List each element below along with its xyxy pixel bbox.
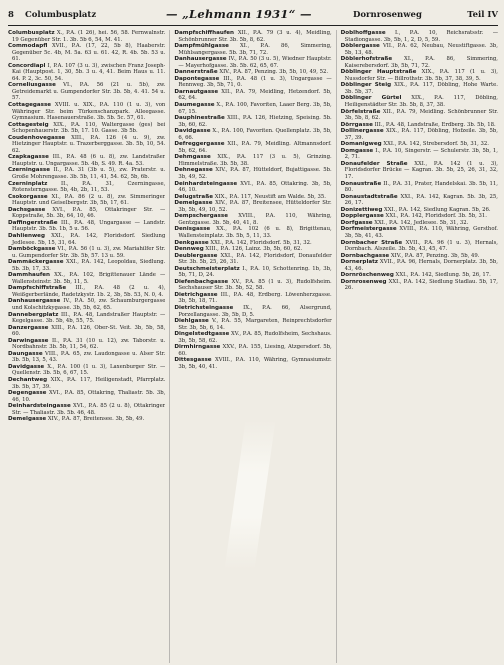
street-name: Dampfmühlgasse bbox=[174, 43, 229, 50]
street-details: VI., P.A. 56 (21 u. 5b), zw. Getreidemarkt u. Gumpendorfer Str. 3b. 5b, 4. 41. 54 u. 57. bbox=[12, 82, 166, 102]
street-name: Donaustraße bbox=[340, 180, 382, 187]
street-name: Czapkagasse bbox=[8, 154, 49, 161]
street-name: Dirmhirngasse bbox=[174, 344, 221, 351]
column-divider bbox=[336, 30, 337, 663]
street-name: Dauphinestraße bbox=[174, 115, 225, 122]
street-name: Dornbachgasse bbox=[340, 252, 390, 259]
street-name: Daungasse bbox=[8, 350, 43, 357]
street-name: Döblinger Steig bbox=[340, 82, 392, 89]
street-name: Concordiapl bbox=[8, 62, 46, 69]
street-entry bbox=[174, 141, 332, 154]
street-name: Deinhardsteingasse bbox=[8, 403, 71, 410]
street-name: Donizettiweg bbox=[340, 206, 383, 213]
street-name: Dempschergasse bbox=[174, 213, 229, 220]
street-entry bbox=[174, 154, 332, 167]
street-entry bbox=[8, 154, 166, 167]
street-entry bbox=[174, 128, 332, 141]
street-entry bbox=[340, 180, 498, 194]
street-name: Dampfschiffstraße bbox=[8, 285, 67, 292]
street-name: Danhausergasse bbox=[8, 298, 61, 305]
street-name: Commodapfl bbox=[8, 43, 48, 50]
street-details: X., P.A. 100, Favoriten. Quellenplatz. 3b, 5b, 6, 66. bbox=[178, 128, 332, 141]
street-entry bbox=[8, 403, 166, 416]
street-details: XIII., P.A. 126, Ober-St. Veit. 3b, 5b, 58, 60. bbox=[12, 324, 166, 338]
street-details: IX., P.A. 66, Alsergrund, Porzellangasse. 3b, 5b, D, 5. bbox=[178, 304, 332, 318]
street-details: XV., P.A. 85, Rudolfsheim, Sechshaus. 3b, 5b, 58, 62. bbox=[178, 331, 332, 344]
street-name: Cottagesteig bbox=[8, 121, 49, 128]
street-details: XXI., P.A. 142, Floridsdorf. Siedlung Jedlesee. 5b, 15, 31, 64. bbox=[12, 232, 166, 246]
street-name: Dörrgasse bbox=[340, 121, 373, 128]
street-name: Dachsgasse bbox=[8, 206, 46, 213]
street-details: III., P.A. 48 (2 u. 4), Weißgerberlände, Radetzkystr. 1b. 2, 3b, 5b. 53, N. 0, 4. bbox=[12, 285, 166, 298]
street-details: XVIII., P.A. 110, Währing, Gersthof. 3b, 5b, 41, 43. bbox=[344, 226, 498, 239]
street-details: XXI., P.A. 142, Siedlung. 5b, 26, 17. bbox=[395, 272, 491, 279]
street-entry bbox=[8, 232, 166, 246]
street-name: Deinhardsteingasse bbox=[174, 180, 238, 187]
street-name: Dampfschiffhaufen bbox=[174, 30, 235, 36]
street-details: XIX., P.A. 117, Heiligenstadt, Pfarrplatz. 3b. 5b, 37, 39. bbox=[12, 376, 166, 390]
street-name: Cottagegasse bbox=[8, 102, 52, 109]
street-name: Domgasse bbox=[340, 147, 374, 154]
street-details: XXI., P.A. 142, Strebersdorf. 5b, 31, 32. bbox=[383, 141, 489, 148]
street-name: Doblhoffgasse bbox=[340, 30, 386, 36]
street-details: XIV., P.A. 87, Breitensee, Hütteldorfer Str. 3b, 5b, 49, 10, 52. bbox=[178, 200, 332, 213]
street-details: III., P.A. 48, Erdberg. Löwenherzgasse. 3b, 5b, 18, 71. bbox=[178, 291, 332, 305]
street-name: Coudenhovegasse bbox=[8, 134, 66, 141]
street-entry bbox=[8, 376, 166, 390]
street-details: XXI., P.A. 142, Floridsdorf, Donaufelder Str. 3b. 5b, 25, 26, 31. bbox=[178, 252, 332, 266]
street-details: XXI., P.A. 142, Floridsdorf. 3b. 5b, 31. bbox=[385, 213, 487, 220]
street-details: XIII., P.A. 126, Hietzing, Speising. 5b. 3b, 60, 62. bbox=[178, 115, 332, 128]
street-details: III., P.A. 48, Landstraße, Erdberg. 3b. 5b, 18. bbox=[374, 121, 496, 128]
street-entry bbox=[174, 56, 332, 69]
street-details: XIV., P.A. 87, Penzing. 3b, 5b, 49. bbox=[390, 252, 480, 259]
street-entry bbox=[340, 30, 498, 43]
street-name: Delugstraße bbox=[174, 193, 214, 200]
street-entry bbox=[174, 167, 332, 181]
street-name: Daffingerstraße bbox=[8, 219, 58, 226]
street-entry bbox=[8, 363, 166, 377]
street-entry bbox=[340, 95, 498, 109]
street-details: X., P.A. (1 26), hei. 56, 58. Fernwalnstr. 19 Gegenüber Str. 1. 3b. 5b 6, 54, M. 41. bbox=[12, 30, 166, 43]
street-details: XII., P.A. 79 (3 u. 4), Meidling, Schönbrunner Str. 3b. 5b, 8, 62. bbox=[178, 30, 332, 43]
street-entry bbox=[8, 43, 166, 63]
street-name: Döblinger Hauptstraße bbox=[340, 69, 417, 76]
street-entry bbox=[340, 69, 498, 82]
street-name: Damböckgasse bbox=[8, 246, 56, 253]
street-entry bbox=[8, 259, 166, 272]
street-details: I., P.A. 10, Reichsratsstr. — Stadiongasse. 3b, 5b, 1, 2, D, 5, 59. bbox=[344, 30, 498, 43]
street-details: V., P.A. 55, Margareten, Reinprechtsdorfer Str. 3b, 5b, 6, 14. bbox=[178, 318, 332, 331]
street-entry bbox=[340, 259, 498, 272]
street-entry bbox=[8, 167, 166, 181]
street-details: II., P.A. 31 (3b u. 5), zw. Praterstr. u. Große Mohrengasse. 3b. 5b, 11, 41, 54. 62, 5b, 6b. bbox=[12, 167, 166, 181]
street-entry bbox=[174, 318, 332, 331]
street-entry bbox=[174, 30, 332, 43]
street-name: Corneliusgasse bbox=[8, 82, 56, 89]
street-entry bbox=[8, 193, 166, 207]
street-details: X., P.A. 100 (1 u. 3), Laxenburger Str. — Quellenstr. 3b. 5b, 6, 67, 15. bbox=[12, 363, 166, 377]
street-name: Dingelstedtgasse bbox=[174, 331, 230, 338]
street-details: III., P.A. 48 (1 u. 3), Ungargasse — Rennweg. 3b, 5b, 71, 0. bbox=[178, 75, 332, 89]
street-entry bbox=[174, 265, 332, 279]
street-name: Dammäckergasse bbox=[8, 259, 64, 266]
street-name: Davidgasse bbox=[174, 128, 211, 135]
street-name: Denkgasse bbox=[174, 239, 209, 246]
street-details: XIX., P.A. 117, Döbling, Hohe Warte. 3b. 5b, 37. bbox=[344, 82, 498, 95]
street-entry bbox=[8, 102, 166, 122]
street-name: Dörfelstraße bbox=[340, 108, 381, 115]
street-entry bbox=[174, 43, 332, 56]
street-entry bbox=[8, 121, 166, 135]
street-entry bbox=[174, 75, 332, 89]
street-name: Donaustadtstraße bbox=[340, 193, 398, 200]
street-entry bbox=[8, 82, 166, 102]
street-name: Denisgasse bbox=[174, 226, 211, 233]
street-details: I., P.A. 10, Singerstr. — Schulerstr. 3b, 5b, 1, 2, 71. bbox=[344, 147, 498, 161]
street-details: XVI., P.A. 85, Ottakring, Thaliastr. 5b. 3b, 46, 10. bbox=[12, 390, 166, 403]
street-name: Dittesgasse bbox=[174, 357, 212, 364]
street-entry bbox=[8, 206, 166, 220]
street-details: XVII., P.A. (17, 22, 5b 8), Haaberstr. Gegenüber 5c. 4b, M. 5a. 63 u. 61. 42, R. 4b. 5b. 53 u. 61. bbox=[12, 43, 166, 63]
street-entry bbox=[8, 272, 166, 285]
street-entry bbox=[174, 304, 332, 318]
street-entry bbox=[8, 350, 166, 364]
street-details: IV., P.A. 50 (3 u. 5), Wiedner Hauptstr. — Mayerhofgasse. 3b. 5b. 62, 65, 67. bbox=[178, 56, 332, 69]
street-entry bbox=[174, 200, 332, 213]
street-details: XXI., P.A. 142, Kagran. 5b. 3b, 25, 26, 17. bbox=[344, 193, 498, 207]
street-details: XII., P.A. 79, Meidling. Schönbrunner Str. 3b, 5b, 8, 62. bbox=[344, 108, 498, 122]
street-entry bbox=[174, 88, 332, 102]
street-details: IV., P.A. 50, zw. Schaumburgergasse und Kolschitzkygasse. 3b, 5b, 62, 65. bbox=[12, 298, 166, 311]
street-name: Dapontegasse bbox=[174, 75, 220, 82]
street-name: Dehnegasse bbox=[174, 167, 213, 174]
street-details: XXV., P.A. 155, Liesing, Atzgersdorf. 5b, 60. bbox=[178, 344, 332, 357]
street-name: Dollinergasse bbox=[340, 128, 384, 135]
street-name: Donaufelder Straße bbox=[340, 160, 408, 167]
street-entry bbox=[8, 246, 166, 259]
street-details: III., P.A. 48, Landstraßer Hauptstr. — Kegelgasse. 3b. 5b, 4b, 55, 75. bbox=[12, 311, 166, 325]
street-entry bbox=[8, 285, 166, 298]
street-details: XX., P.A. 102 (6 u. 8), Brigittenau, Wallensteinplatz. 3b. 5b, 5, 11, 33. bbox=[178, 226, 332, 239]
street-details: XVI., P.A. 85, Ottakring. 3b, 5b, 46, 10. bbox=[178, 180, 332, 194]
street-details: XI., P.A. 86, Simmering, Kaiserebersdorf. 3b, 5b, 71, 72. bbox=[344, 56, 498, 69]
street-name: Dannerstraße bbox=[174, 69, 218, 76]
street-entry bbox=[174, 344, 332, 357]
street-details: XVIII., P.A. 110, Währing, Gymnasiumstr. 3b, 5b, 40, 41. bbox=[178, 357, 332, 370]
street-details: XVII., P.A. 96 (1 u. 3), Hernals, Dornbach. Alszeile. 3b. 5b, 43, 45, 47. bbox=[344, 239, 498, 253]
street-name: Döblergasse bbox=[340, 43, 380, 50]
street-details: XXI., P.A. 142 (1 u. 3), Floridsdorfer Brücke — Kagran. 3b. 5b, 25, 26, 31, 32, 17. bbox=[344, 160, 498, 181]
street-details: XVII., P.A. 96, Hernals, Dornerplatz. 3b, 5b, 43, 46. bbox=[344, 259, 498, 272]
street-details: XV., P.A. 85 (1 u. 3), Rudolfsheim. Sechshauser Str. 3b. 5b, 52, 58. bbox=[178, 278, 332, 292]
street-entry bbox=[174, 102, 332, 115]
street-entry bbox=[174, 252, 332, 266]
street-entry bbox=[340, 193, 498, 207]
street-entry bbox=[340, 128, 498, 141]
street-details: XIV., P.A. 87, Breitensee. 3b, 5b, 49. bbox=[47, 416, 145, 423]
street-details: XVIII. u. XIX., P.A. 110 (1 u. 3), von Währinger Str. beim Türkenschanzpark. Alleegasse. Gymnasium. Hasenauerstraße. 3b. 5b. 5c. 57, 61. bbox=[12, 102, 166, 122]
street-details: II., P.A. 31, Czerningasse, Rotensterngasse. 5b, 4b, 2b, 11, 53. bbox=[12, 180, 166, 194]
street-details: VIII., P.A. 65, zw. Laudongasse u. Alser Str. 3b. 5b, 13, 5, 43. bbox=[12, 350, 166, 364]
street-entry bbox=[8, 298, 166, 311]
street-details: XIX., P.A. 117 (1 u. 3), Nussdorfer Str. — Billrothstr. 3b. 5b, 37, 38, 39, 5. bbox=[344, 69, 498, 82]
street-name: Czerninplatz bbox=[8, 180, 48, 187]
column-3 bbox=[341, 30, 498, 663]
street-name: Dornröschenweg bbox=[340, 272, 394, 279]
street-details: III., P.A. 48 (6 u. 8), zw. Landstraßer Hauptstr. u. Ungargasse. 5b. 4b, S. 49. R. 4a. 53. bbox=[12, 154, 166, 167]
street-details: XIV., P.A. 87, Hütteldorf, Bujattigasse. 5b. 3b, 49, 52. bbox=[178, 167, 332, 181]
street-name: Dorfmeistergasse bbox=[340, 226, 397, 233]
street-details: XXI., P.A. 142, Leopoldau, Siedlung. 5b. 3b, 17, 33. bbox=[12, 259, 166, 272]
street-details: XIV., P.A. 87, Penzing. 3b, 5b, 10, 49, 52. bbox=[219, 69, 329, 76]
street-details: XXI., P.A. 142, Floridsdorf. 5b, 31, 32. bbox=[210, 239, 312, 246]
street-entry bbox=[340, 278, 498, 292]
publication-title: — „Lehmann 1931“ — bbox=[166, 7, 312, 21]
street-entry bbox=[8, 134, 166, 155]
street-name: Dannebergplatz bbox=[8, 311, 59, 318]
street-name: Döblerhofstraße bbox=[340, 56, 393, 63]
running-header bbox=[8, 7, 498, 26]
street-entry bbox=[174, 331, 332, 344]
right-keyword: Dornrosenweg bbox=[353, 10, 422, 20]
street-entry bbox=[340, 56, 498, 69]
street-details: XI., P.A. 86, Simmering, Mühlsangergasse. 5b. 3b, 71, 72. bbox=[178, 43, 332, 56]
street-details: XIX., P.A. 117, Döbling, Hofzeile. 3b, 5b, 37, 39. bbox=[344, 128, 498, 141]
street-name: Dietrichgasse bbox=[174, 291, 218, 298]
street-entry bbox=[340, 82, 498, 95]
street-details: VI., P.A. 56 (1 u. 3), zw. Mariahilfer Str. u. Gumpendorfer Str. 3b. 5b, 57. 13 u. 59. bbox=[12, 246, 166, 259]
street-entry bbox=[8, 30, 166, 43]
street-name: Darnautgasse bbox=[174, 88, 219, 95]
street-name: Darwingasse bbox=[8, 337, 49, 344]
column-1 bbox=[8, 30, 165, 663]
street-entry bbox=[8, 180, 166, 194]
column-divider bbox=[169, 30, 170, 663]
street-name: Columbusplatz bbox=[8, 30, 55, 36]
street-details: III., P.A. 48, Ungargasse — Landstr. Hauptstr. 3b. 5b. 1b, 5 u. 56. bbox=[12, 219, 166, 233]
street-entry bbox=[340, 43, 498, 56]
street-name: Diefenbachgasse bbox=[174, 278, 229, 285]
street-entry bbox=[8, 62, 166, 83]
street-name: Domanigweg bbox=[340, 141, 382, 148]
left-keyword: Columbusplatz bbox=[25, 10, 97, 20]
street-details: XVI., P.A. 85 (2 u. 8), Ottakringer Str. — Thaliastr. 3b. 5b. 46, 48. bbox=[12, 403, 166, 416]
street-details: XIX., P.A. 117, Döbling, Heiligenstädter Str. 3b. 5b, 8, 37, 38. bbox=[344, 95, 498, 109]
street-name: Dechantweg bbox=[8, 376, 48, 383]
street-name: Daumegasse bbox=[174, 102, 215, 109]
street-name: Csokorgasse bbox=[8, 193, 48, 200]
street-details: XIX., P.A. 117, Neustift am Walde. 5b, 35. bbox=[214, 193, 326, 200]
street-name: Dornrosenweg bbox=[340, 278, 387, 285]
street-name: Diehlgasse bbox=[174, 318, 209, 325]
street-name: Dehmgasse bbox=[174, 154, 211, 161]
street-details: XII., P.A. 79, Meidling. Altmannsdorf. 5b, 62, 64. bbox=[178, 141, 332, 154]
street-details: II., P.A. 31 (10 u. 12), zw. Taborstr. u. Nordbahnstr. 3b. 5b, 11, 54, 62. bbox=[12, 337, 166, 351]
street-name: Degengasse bbox=[8, 390, 47, 397]
street-name: Deutschmeisterplatz bbox=[174, 265, 240, 272]
street-details: II., P.A. 31, Prater, Handelskai. 3b. 5b, 11, 80. bbox=[344, 180, 498, 194]
street-details: X., P.A. 100, Favoriten, Laaer Berg. 3b, 5b, 67, 15. bbox=[178, 102, 332, 115]
street-entry bbox=[340, 239, 498, 253]
street-entry bbox=[8, 324, 166, 338]
street-details: XXI., P.A. 142, Siedlung Stadlau. 5b, 17, 26. bbox=[344, 278, 498, 292]
street-details: XIX., P.A. 117 (3 u. 5), Grinzing. Himmelstraße. 3b. 5b, 38. bbox=[178, 154, 332, 167]
street-name: Dopplergasse bbox=[340, 213, 384, 220]
street-name: Dietrichsteingasse bbox=[174, 304, 234, 311]
street-name: Dahlienweg bbox=[8, 232, 45, 239]
street-name: Dammhaufen bbox=[8, 272, 51, 279]
street-name: Demelgasse bbox=[174, 200, 213, 207]
street-details: XIII., P.A. 126, Lainz. 3b, 5b, 60, 62. bbox=[205, 246, 303, 253]
street-entry bbox=[340, 226, 498, 239]
street-entry bbox=[340, 108, 498, 122]
street-details: XII., P.A. 79, Meidling, Hetzendorf. 5b, 62, 64. bbox=[178, 88, 332, 102]
street-entry bbox=[8, 416, 165, 423]
street-entry bbox=[174, 213, 332, 226]
street-details: XXI., P.A. 142, Jedlesee. 5b, 31, 32. bbox=[374, 219, 469, 226]
column-2 bbox=[174, 30, 331, 663]
street-entry bbox=[174, 278, 332, 292]
street-entry bbox=[8, 219, 166, 233]
street-name: Czerningasse bbox=[8, 167, 51, 174]
street-entry bbox=[174, 115, 332, 128]
street-details: XI., P.A. 86 (2 u. 8), zw. Simmeringer Hauptstr. und Geiselbergstr. 3b, 5b, 17, 61. bbox=[12, 193, 166, 207]
street-entry bbox=[174, 291, 332, 305]
street-details: I., P.A. 10, Schottenring. 1b, 3b, 5b, 71, D, 24. bbox=[178, 265, 332, 279]
page-number: 8 bbox=[8, 10, 14, 20]
street-name: Danzergasse bbox=[8, 324, 49, 331]
street-details: XVIII., P.A. 110, Währing, Gentzgasse. 3b. 5b, 40, 41, 8. bbox=[178, 213, 332, 226]
street-details: XX., P.A. 102, Brigittenauer Lände — Wallensteinstr. 3b. 5b, 11, 5. bbox=[12, 272, 166, 285]
street-entry bbox=[174, 357, 332, 370]
street-entry bbox=[8, 390, 166, 403]
street-details: XVI., P.A. 85, Ottakringer Str. — Koppstraße, 5b. 3b, 64, 10, 46. bbox=[12, 206, 166, 220]
street-name: Dorfgasse bbox=[340, 219, 373, 226]
street-entry bbox=[340, 147, 498, 161]
street-details: I, P.A. 107 (3 u. 3), zwischen Franz Joseph-Kai (Hauptpost. 1, 30, 5b. 3 u. 4, 41. Beim Haus u. 11. 64. P. 2, 3c. 50, 54. bbox=[12, 62, 166, 82]
street-entry bbox=[174, 226, 332, 239]
street-name: Davidgasse bbox=[8, 363, 45, 370]
street-details: XXI., P.A. 142, Siedlung Kagran. 5b, 26. bbox=[384, 206, 491, 213]
part-label: Teil IV bbox=[467, 10, 498, 20]
street-entry bbox=[8, 311, 166, 325]
street-entry bbox=[174, 180, 332, 194]
street-name: Danhausergasse bbox=[174, 56, 227, 63]
entry-columns bbox=[8, 30, 498, 663]
street-entry bbox=[340, 160, 498, 181]
street-name: Döblinger Gürtel bbox=[340, 95, 402, 102]
street-details: XIX., P.A. 110, Waltergasse (ges) bei Schopenhauerstr. 3b. 5b, 17. 10. Gasse. 3b 5b. bbox=[12, 121, 166, 135]
street-details: XIII., P.A. 126 (4 u. 9), zw. Hietzinger Hauptstr. u. Trazerberggasse. 3b. 5b, 10, 54. 62. bbox=[12, 134, 166, 154]
street-name: Dennweg bbox=[174, 246, 204, 253]
street-name: Deublergasse bbox=[174, 252, 218, 259]
street-details: VII., P.A. 62, Neubau, Neustiftgasse. 3b, 5b, 13, 48. bbox=[344, 43, 498, 56]
street-name: Dornbacher Straße bbox=[340, 239, 403, 246]
street-entry bbox=[8, 337, 166, 351]
street-name: Dornerplatz bbox=[340, 259, 379, 266]
street-name: Defreggergasse bbox=[174, 141, 225, 148]
street-name: Demelgasse bbox=[8, 416, 47, 423]
